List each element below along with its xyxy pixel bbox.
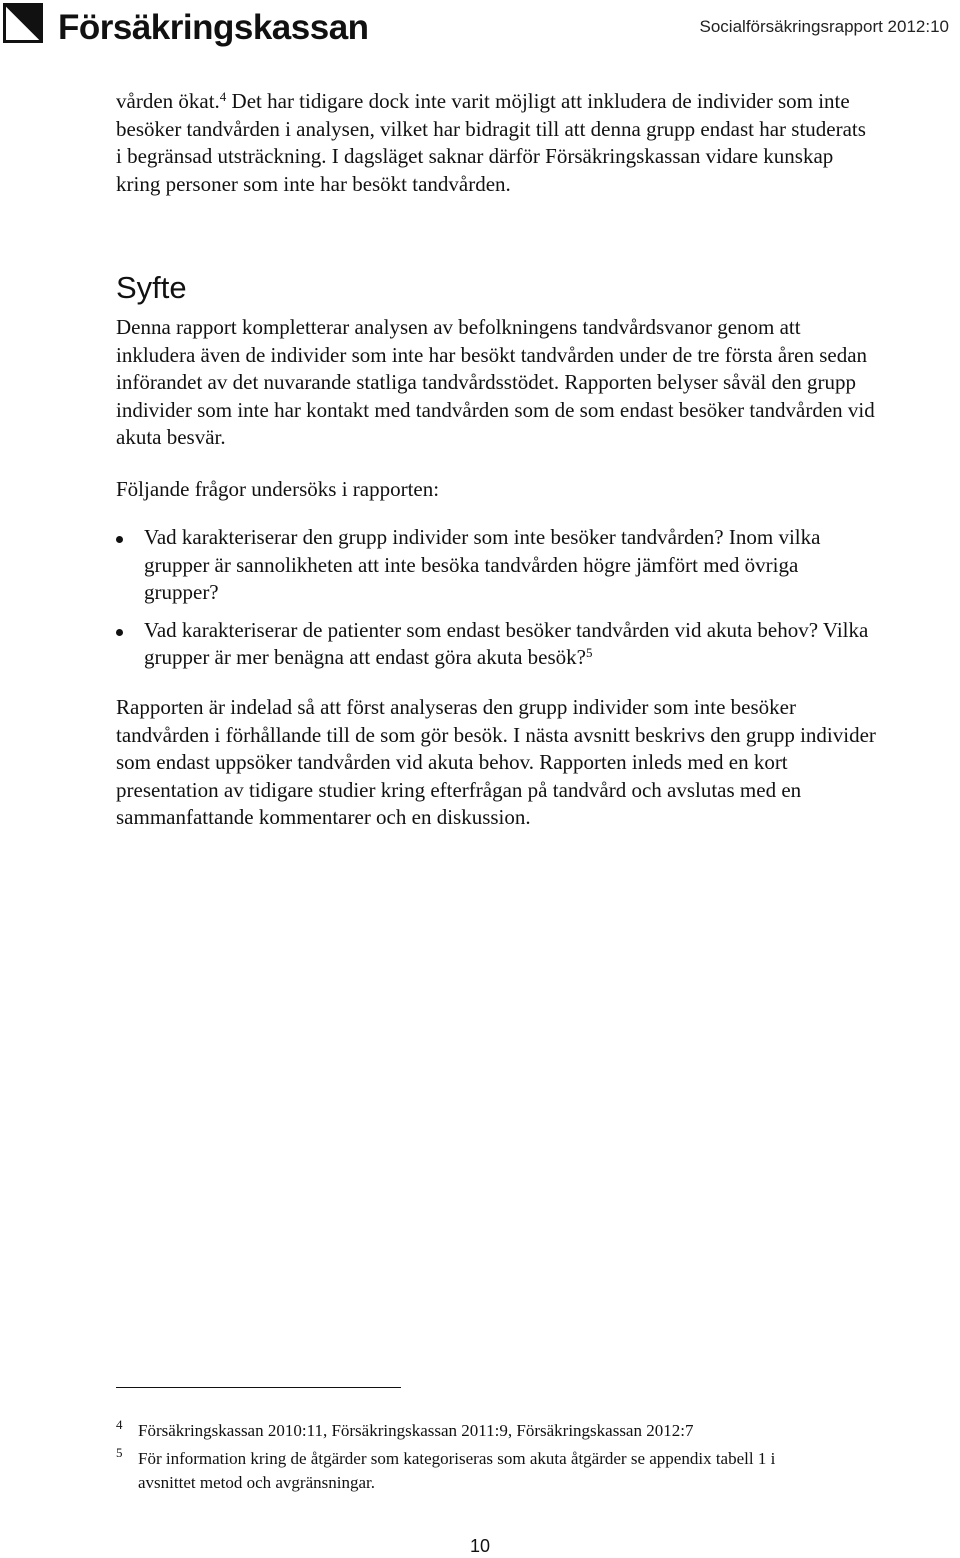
footnote-number: 5: [116, 1445, 123, 1460]
logo-wordmark: Försäkringskassan: [58, 8, 369, 47]
footnote-number: 4: [116, 1417, 123, 1432]
intro-text-rest: Det har tidigare dock inte varit möjligt att inkludera de individer som inte besöker tandvården i analysen, vilket har bidragit till att denna grupp endast har studerats i begränsad utsträckning. I dagsläget saknar därför Försäkringskassan vidare kunskap kring personer som inte har besökt tandvården.: [116, 89, 866, 196]
structure-paragraph: Rapporten är indelad så att först analyseras den grupp individer som inte besöker tandvården i förhållande till de som gör besök. I nästa avsnitt beskrivs den grupp individer som endast uppsöker tandvården vid akuta behov. Rapporten inleds med en kort presentation av tidigare studier kring efterfrågan på tandvård och avslutas med en sammanfattande kommentarer och en diskussion.: [116, 695, 876, 829]
bullet-icon: [116, 629, 123, 636]
list-item-text: Vad karakteriserar de patienter som endast besöker tandvården vid akuta behov? Vilka grupper är mer benägna att endast göra akuta besök?: [144, 617, 869, 669]
footnote-text: Försäkringskassan 2010:11, Försäkringskassan 2011:9, Försäkringskassan 2012:7: [138, 1421, 694, 1440]
page-number: 10: [469, 1536, 491, 1556]
intro-paragraph: [116, 88, 876, 198]
forsakringskassan-logo-icon: [3, 3, 43, 43]
list-item: [116, 617, 876, 672]
bullet-icon: [116, 536, 123, 543]
intro-text-start: vården ökat.: [116, 89, 220, 113]
footnote-5: [116, 1447, 836, 1495]
list-item: [116, 524, 876, 607]
footnote-text: För information kring de åtgärder som kategoriseras som akuta åtgärder se appendix tabell 1 i avsnittet metod och avgränsningar.: [138, 1449, 776, 1492]
purpose-paragraph: Denna rapport kompletterar analysen av befolkningens tandvårdsvanor genom att inkludera även de individer som inte har besökt tandvården under de tre första åren sedan införandet av det nuvarande statliga tandvårdsstödet. Rapporten belyser såväl den grupp individer som inte har kontakt med tandvården som de som endast besöker tandvården vid akuta besvär.: [116, 315, 875, 449]
footnote-ref-5[interactable]: 5: [585, 645, 593, 660]
footnote-4: [116, 1419, 836, 1443]
question-list: [116, 524, 876, 682]
footnote-divider: [116, 1387, 401, 1388]
section-heading: Syfte: [116, 270, 187, 305]
list-item-text: Vad karakteriserar den grupp individer som inte besöker tandvården? Inom vilka grupper är sannolikheten att inte besöka tandvården högre jämfört med övriga grupper?: [144, 525, 821, 604]
questions-intro: Följande frågor undersöks i rapporten:: [116, 477, 440, 501]
footnote-ref-4[interactable]: 4: [219, 89, 227, 104]
report-identifier: Socialförsäkringsrapport 2012:10: [699, 17, 949, 36]
page-header: [0, 0, 960, 60]
